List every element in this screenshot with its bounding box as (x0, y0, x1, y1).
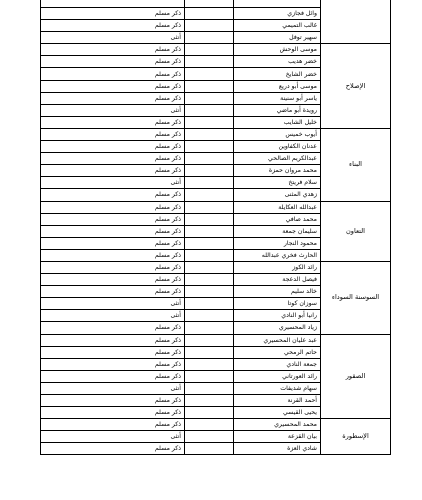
member-name-cell: ياسر أبو سنينة (234, 92, 321, 104)
member-gender-cell (41, 0, 185, 8)
empty-cell (185, 274, 234, 286)
member-name-cell: عبدالكريم الصالحي (234, 153, 321, 165)
team-name-cell: الإسطورة (321, 419, 391, 455)
empty-cell (185, 80, 234, 92)
team-name-cell: الإصلاح (321, 44, 391, 129)
member-gender-cell: أنثى (41, 298, 185, 310)
member-name-cell: رويدة أبو ماضي (234, 104, 321, 116)
member-gender-cell: ذكر مسلم (41, 153, 185, 165)
empty-cell (185, 189, 234, 201)
empty-cell (185, 249, 234, 261)
empty-cell (185, 177, 234, 189)
empty-cell (185, 431, 234, 443)
member-name-cell: موسى الوحش (234, 44, 321, 56)
team-name-cell: السوسنة السوداء (321, 261, 391, 334)
empty-cell (185, 153, 234, 165)
table-row (41, 128, 391, 140)
member-name-cell: عبد عليان المحسيري (234, 334, 321, 346)
member-gender-cell: أنثى (41, 382, 185, 394)
member-gender-cell: أنثى (41, 104, 185, 116)
member-gender-cell: ذكر مسلم (41, 213, 185, 225)
empty-cell (185, 407, 234, 419)
empty-cell (185, 56, 234, 68)
member-gender-cell: ذكر مسلم (41, 261, 185, 273)
document-page (40, 0, 380, 455)
member-name-cell: الحارث فخري عبدالله (234, 249, 321, 261)
member-name-cell: خالد سليم (234, 286, 321, 298)
member-name-cell: محمد صافي (234, 213, 321, 225)
empty-cell (185, 44, 234, 56)
member-gender-cell: ذكر مسلم (41, 334, 185, 346)
member-gender-cell: ذكر مسلم (41, 128, 185, 140)
member-gender-cell: ذكر مسلم (41, 237, 185, 249)
member-name-cell: يحيى القيسي (234, 407, 321, 419)
table-row (41, 334, 391, 346)
empty-cell (185, 20, 234, 32)
empty-cell (185, 237, 234, 249)
team-name-cell: البناء (321, 128, 391, 201)
member-name-cell: سهام شديفات (234, 382, 321, 394)
member-name-cell: سلام فريتخ (234, 177, 321, 189)
member-gender-cell: ذكر مسلم (41, 249, 185, 261)
member-gender-cell: ذكر مسلم (41, 419, 185, 431)
member-name-cell: رائد الكوز (234, 261, 321, 273)
member-gender-cell: ذكر مسلم (41, 395, 185, 407)
empty-cell (185, 286, 234, 298)
member-name-cell: خضر الشايخ (234, 68, 321, 80)
member-name-cell: زياد المحسيري (234, 322, 321, 334)
member-name-cell: عبدالله العكايلة (234, 201, 321, 213)
empty-cell (185, 213, 234, 225)
empty-cell (185, 322, 234, 334)
empty-cell (185, 370, 234, 382)
member-gender-cell: ذكر مسلم (41, 56, 185, 68)
member-gender-cell: ذكر مسلم (41, 20, 185, 32)
empty-cell (185, 334, 234, 346)
empty-cell (185, 201, 234, 213)
member-gender-cell: ذكر مسلم (41, 165, 185, 177)
member-gender-cell: ذكر مسلم (41, 201, 185, 213)
candidates-table (40, 0, 391, 455)
member-name-cell: محمود النجار (234, 237, 321, 249)
member-gender-cell: ذكر مسلم (41, 346, 185, 358)
member-gender-cell: ذكر مسلم (41, 92, 185, 104)
empty-cell (185, 261, 234, 273)
member-name-cell: موسى أبو دريع (234, 80, 321, 92)
table-row (41, 0, 391, 8)
member-gender-cell: ذكر مسلم (41, 189, 185, 201)
team-name-cell: الصقور (321, 334, 391, 419)
member-name-cell: أيوب خميس (234, 128, 321, 140)
member-gender-cell: أنثى (41, 177, 185, 189)
member-gender-cell: ذكر مسلم (41, 8, 185, 20)
member-name-cell: رائد العورتاني (234, 370, 321, 382)
empty-cell (185, 382, 234, 394)
empty-cell (185, 225, 234, 237)
empty-cell (185, 8, 234, 20)
member-gender-cell: ذكر مسلم (41, 68, 185, 80)
empty-cell (185, 395, 234, 407)
empty-cell (185, 68, 234, 80)
empty-cell (185, 32, 234, 44)
member-name-cell: سهير توفل (234, 32, 321, 44)
empty-cell (185, 310, 234, 322)
empty-cell (185, 165, 234, 177)
member-name-cell: غالب التميمي (234, 20, 321, 32)
empty-cell (185, 443, 234, 455)
member-gender-cell: ذكر مسلم (41, 80, 185, 92)
member-gender-cell: ذكر مسلم (41, 443, 185, 455)
empty-cell (185, 128, 234, 140)
member-name-cell: أحمد القرنة (234, 395, 321, 407)
candidates-table-body (41, 0, 391, 455)
member-gender-cell: ذكر مسلم (41, 274, 185, 286)
member-name-cell: خضر هديب (234, 56, 321, 68)
member-gender-cell: ذكر مسلم (41, 44, 185, 56)
member-name-cell: سليمان جمعة (234, 225, 321, 237)
empty-cell (185, 419, 234, 431)
member-name-cell: محمد مروان حمزة (234, 165, 321, 177)
member-gender-cell: أنثى (41, 310, 185, 322)
empty-cell (185, 92, 234, 104)
member-gender-cell: ذكر مسلم (41, 225, 185, 237)
member-name-cell: عدنان الكفاوين (234, 141, 321, 153)
member-gender-cell: أنثى (41, 32, 185, 44)
member-gender-cell: ذكر مسلم (41, 358, 185, 370)
table-row (41, 419, 391, 431)
table-row (41, 44, 391, 56)
table-row (41, 201, 391, 213)
member-name-cell: رانيا أبو النادي (234, 310, 321, 322)
member-name-cell: حاتم الرمحي (234, 346, 321, 358)
member-gender-cell: ذكر مسلم (41, 141, 185, 153)
member-name-cell: شادي العزة (234, 443, 321, 455)
empty-cell (185, 104, 234, 116)
team-name-cell (321, 0, 391, 44)
member-name-cell: زهدي المثنى (234, 189, 321, 201)
team-name-cell: التعاون (321, 201, 391, 261)
member-gender-cell: ذكر مسلم (41, 407, 185, 419)
member-gender-cell: ذكر مسلم (41, 116, 185, 128)
member-name-cell: جمعة النادي (234, 358, 321, 370)
member-name-cell: محمد المحسيري (234, 419, 321, 431)
empty-cell (185, 141, 234, 153)
table-row (41, 261, 391, 273)
empty-cell (185, 298, 234, 310)
member-name-cell: وائل فجازي (234, 8, 321, 20)
empty-cell (185, 346, 234, 358)
member-gender-cell: ذكر مسلم (41, 322, 185, 334)
member-gender-cell: ذكر مسلم (41, 286, 185, 298)
member-name-cell: فيصل الدعجة (234, 274, 321, 286)
member-name-cell: خليل الشايب (234, 116, 321, 128)
member-name-cell: بيان القزعة (234, 431, 321, 443)
member-gender-cell: ذكر مسلم (41, 370, 185, 382)
empty-cell (185, 358, 234, 370)
empty-cell (185, 116, 234, 128)
member-gender-cell: أنثى (41, 431, 185, 443)
empty-cell (185, 0, 234, 8)
member-name-cell (234, 0, 321, 8)
member-name-cell: سوزان كوتا (234, 298, 321, 310)
